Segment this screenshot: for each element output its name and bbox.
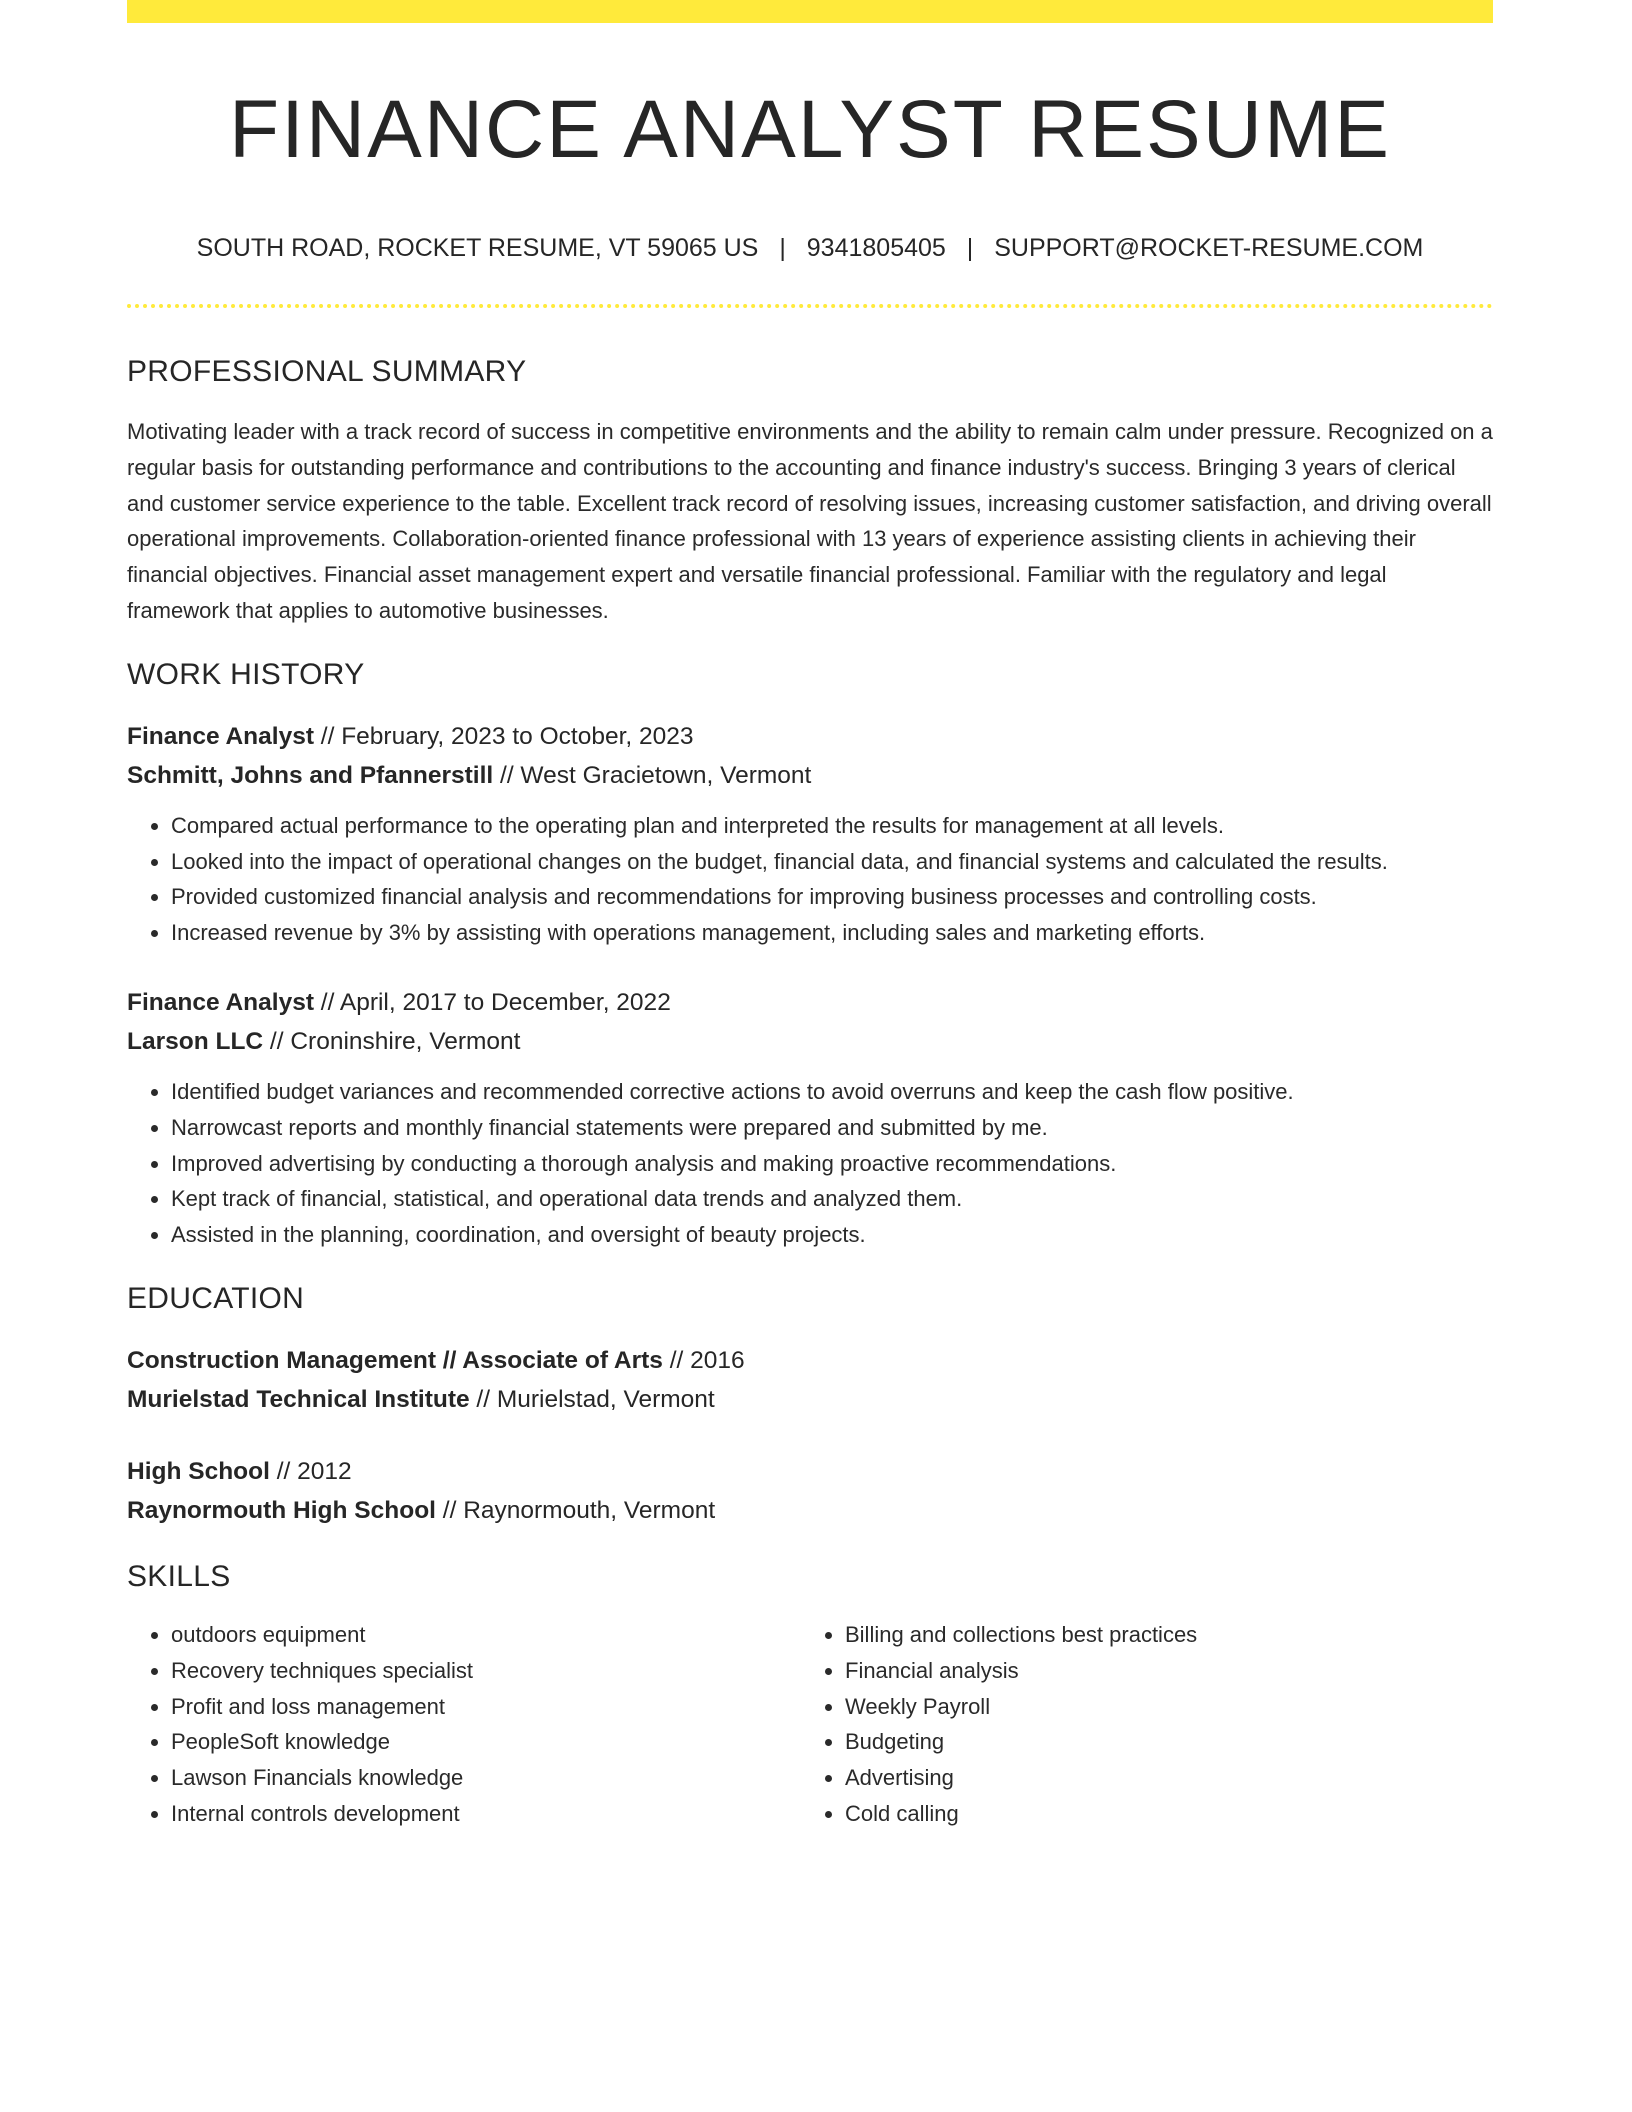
list-item: • Kept track of financial, statistical, and operational data trends and analyzed them. bbox=[171, 1181, 1493, 1217]
skill-item: • Internal controls development bbox=[171, 1796, 801, 1832]
top-accent-bar bbox=[127, 0, 1493, 23]
job-company: Schmitt, Johns and Pfannerstill bbox=[127, 762, 494, 790]
skill-item: • PeopleSoft knowledge bbox=[171, 1724, 801, 1760]
resume-header bbox=[127, 70, 1493, 266]
summary-heading: PROFESSIONAL SUMMARY bbox=[127, 355, 527, 388]
work-history-section bbox=[127, 653, 1493, 1253]
list-item: • Assisted in the planning, coordination, and oversight of beauty projects. bbox=[171, 1217, 1493, 1253]
skill-item: • Recovery techniques specialist bbox=[171, 1653, 801, 1689]
job-company-line bbox=[127, 756, 1493, 796]
degree-year: // 2012 bbox=[269, 1457, 352, 1485]
job-title-line bbox=[127, 983, 1493, 1023]
degree-year: // 2016 bbox=[662, 1346, 745, 1374]
skill-item: • Billing and collections best practices bbox=[845, 1617, 1475, 1653]
school-name: Raynormouth High School bbox=[127, 1497, 436, 1525]
job-role: Finance Analyst bbox=[127, 722, 314, 750]
skill-item: • Advertising bbox=[845, 1760, 1475, 1796]
job-dates: // April, 2017 to December, 2022 bbox=[313, 988, 671, 1016]
job-dates: // February, 2023 to October, 2023 bbox=[313, 722, 694, 750]
degree-line bbox=[127, 1452, 1493, 1492]
school-name: Murielstad Technical Institute bbox=[127, 1386, 470, 1414]
list-item: • Increased revenue by 3% by assisting with operations management, including sales and marketing efforts. bbox=[171, 915, 1493, 951]
school-line bbox=[127, 1380, 1493, 1420]
school-line bbox=[127, 1491, 1493, 1531]
job-company: Larson LLC bbox=[127, 1028, 264, 1056]
skills-columns bbox=[127, 1617, 1493, 1832]
job-role: Finance Analyst bbox=[127, 988, 314, 1016]
summary-section bbox=[127, 350, 1493, 629]
skill-item: • Budgeting bbox=[845, 1724, 1475, 1760]
job-bullets bbox=[127, 1074, 1493, 1253]
list-item: • Improved advertising by conducting a thorough analysis and making proactive recommendations. bbox=[171, 1146, 1493, 1182]
list-item: • Identified budget variances and recommended corrective actions to avoid overruns and keep the cash flow positive. bbox=[171, 1074, 1493, 1110]
skill-item: • Profit and loss management bbox=[171, 1689, 801, 1725]
job-location: // West Gracietown, Vermont bbox=[493, 762, 812, 790]
job-company-line bbox=[127, 1022, 1493, 1062]
list-item: • Narrowcast reports and monthly financial statements were prepared and submitted by me. bbox=[171, 1110, 1493, 1146]
resume-body bbox=[127, 350, 1493, 1832]
list-item: • Compared actual performance to the operating plan and interpreted the results for management at all levels. bbox=[171, 808, 1493, 844]
contact-line bbox=[127, 230, 1493, 266]
skill-item: • Cold calling bbox=[845, 1796, 1475, 1832]
work-history-heading: WORK HISTORY bbox=[127, 657, 365, 691]
list-item: • Provided customized financial analysis and recommendations for improving business processes and controlling costs. bbox=[171, 879, 1493, 915]
skills-heading: SKILLS bbox=[127, 1559, 231, 1593]
spacer bbox=[127, 1420, 1493, 1452]
header-divider bbox=[127, 304, 1493, 308]
skills-left-list bbox=[127, 1617, 801, 1832]
contact-separator: | bbox=[966, 234, 974, 262]
skill-item: • outdoors equipment bbox=[171, 1617, 801, 1653]
skill-item: • Weekly Payroll bbox=[845, 1689, 1475, 1725]
job-title-line bbox=[127, 717, 1493, 757]
job-location: // Croninshire, Vermont bbox=[263, 1028, 521, 1056]
education-heading: EDUCATION bbox=[127, 1281, 305, 1315]
skill-item: • Lawson Financials knowledge bbox=[171, 1760, 801, 1796]
school-location: // Murielstad, Vermont bbox=[469, 1386, 715, 1414]
education-section bbox=[127, 1277, 1493, 1531]
degree-name: Construction Management // Associate of Arts bbox=[127, 1346, 663, 1374]
spacer bbox=[127, 951, 1493, 983]
contact-address: SOUTH ROAD, ROCKET RESUME, VT 59065 US bbox=[196, 234, 759, 262]
degree-line bbox=[127, 1341, 1493, 1381]
skills-right-list bbox=[801, 1617, 1475, 1832]
contact-separator: | bbox=[779, 234, 786, 262]
summary-text: Motivating leader with a track record of success in competitive environments and the ability to remain calm under pressure. Recognized on a regular basis for outstanding performance and contributions to the accounting and finance industry's success. Bringing 3 years of clerical and customer service experience to the table. Excellent track record of resolving issues, increasing customer satisfaction, and driving overall operational improvements. Collaboration-oriented finance professional with 13 years of experience assisting clients in achieving their financial objectives. Financial asset management expert and versatile financial professional. Familiar with the regulatory and legal framework that applies to automotive businesses. bbox=[127, 419, 1493, 623]
list-item: • Looked into the impact of operational changes on the budget, financial data, and financial systems and calculated the results. bbox=[171, 844, 1493, 880]
skill-item: • Financial analysis bbox=[845, 1653, 1475, 1689]
contact-phone: 9341805405 bbox=[806, 234, 946, 262]
school-location: // Raynormouth, Vermont bbox=[435, 1497, 716, 1525]
degree-name: High School bbox=[127, 1457, 270, 1485]
skills-section bbox=[127, 1555, 1493, 1832]
contact-email: SUPPORT@ROCKET-RESUME.COM bbox=[994, 234, 1424, 262]
job-bullets bbox=[127, 808, 1493, 951]
resume-title: FINANCE ANALYST RESUME bbox=[229, 84, 1391, 175]
